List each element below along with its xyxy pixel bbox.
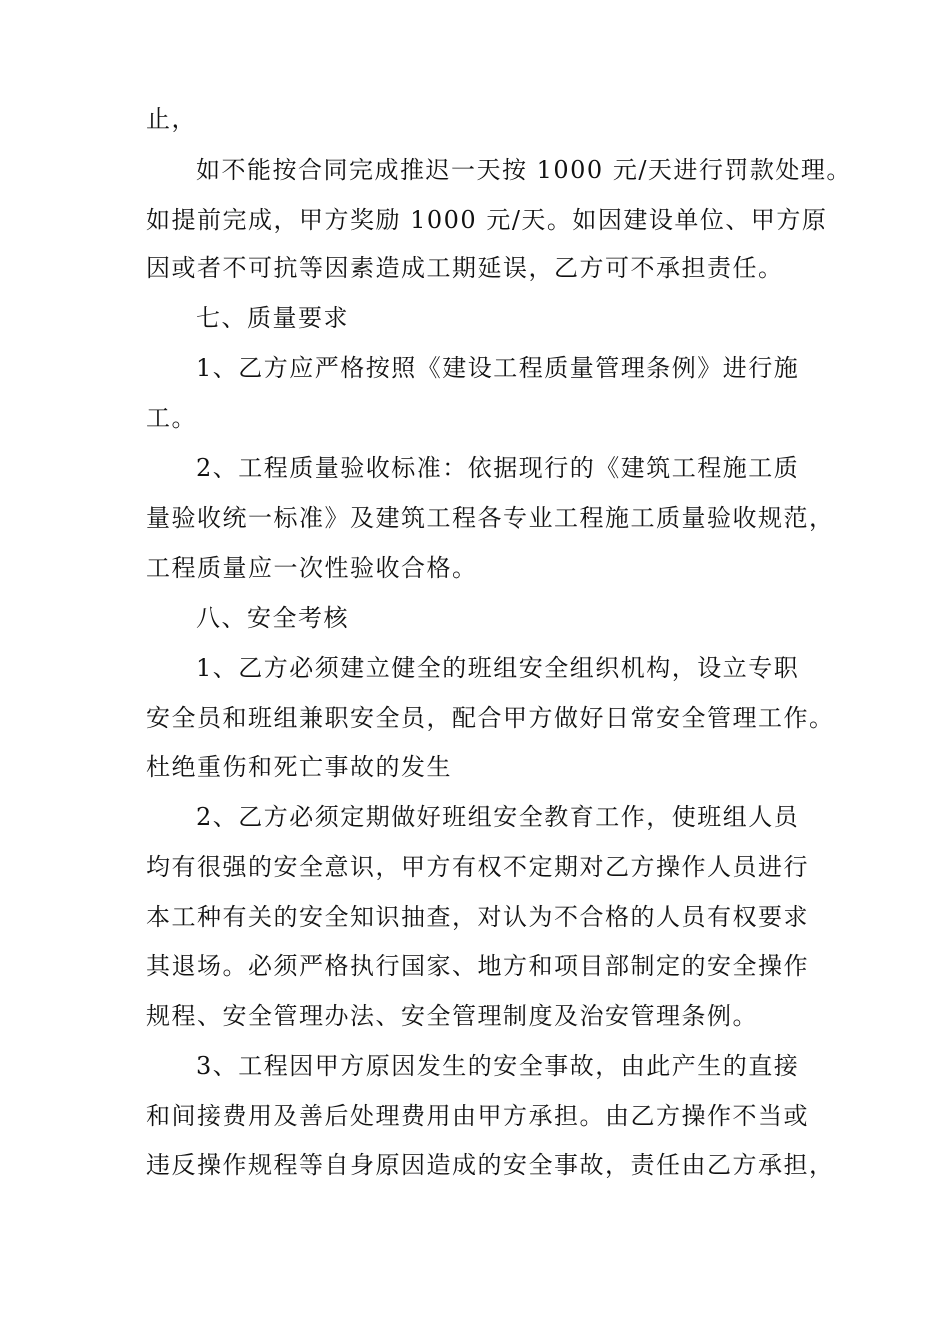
- text-line: 如提前完成，甲方奖励 1000 元/天。如因建设单位、甲方原: [146, 206, 828, 234]
- text-line: 1、乙方必须建立健全的班组安全组织机构，设立专职: [196, 654, 800, 682]
- text-line: 2、乙方必须定期做好班组安全教育工作，使班组人员: [196, 803, 800, 831]
- text-line: 其退场。必须严格执行国家、地方和项目部制定的安全操作: [146, 952, 809, 980]
- text-line: 量验收统一标准》及建筑工程各专业工程施工质量验收规范，: [146, 504, 835, 532]
- text-line: 如不能按合同完成推迟一天按 1000 元/天进行罚款处理。: [196, 156, 852, 184]
- text-line: 3、工程因甲方原因发生的安全事故，由此产生的直接: [196, 1052, 800, 1080]
- section-heading: 八、安全考核: [196, 604, 349, 632]
- text-line: 和间接费用及善后处理费用由甲方承担。由乙方操作不当或: [146, 1102, 809, 1130]
- text-line: 2、工程质量验收标准：依据现行的《建筑工程施工质: [196, 454, 800, 482]
- text-line: 工。: [146, 404, 197, 432]
- text-line: 1、乙方应严格按照《建设工程质量管理条例》进行施: [196, 354, 800, 382]
- text-line: 安全员和班组兼职安全员，配合甲方做好日常安全管理工作。: [146, 704, 835, 732]
- text-line: 均有很强的安全意识，甲方有权不定期对乙方操作人员进行: [146, 853, 809, 881]
- text-line: 规程、安全管理办法、安全管理制度及治安管理条例。: [146, 1002, 758, 1030]
- text-line: 止，: [146, 105, 197, 133]
- text-line: 本工种有关的安全知识抽查，对认为不合格的人员有权要求: [146, 903, 809, 931]
- text-line: 杜绝重伤和死亡事故的发生: [146, 753, 452, 781]
- section-heading: 七、质量要求: [196, 304, 349, 332]
- text-line: 违反操作规程等自身原因造成的安全事故，责任由乙方承担，: [146, 1151, 835, 1179]
- text-line: 因或者不可抗等因素造成工期延误，乙方可不承担责任。: [146, 254, 784, 282]
- text-line: 工程质量应一次性验收合格。: [146, 554, 478, 582]
